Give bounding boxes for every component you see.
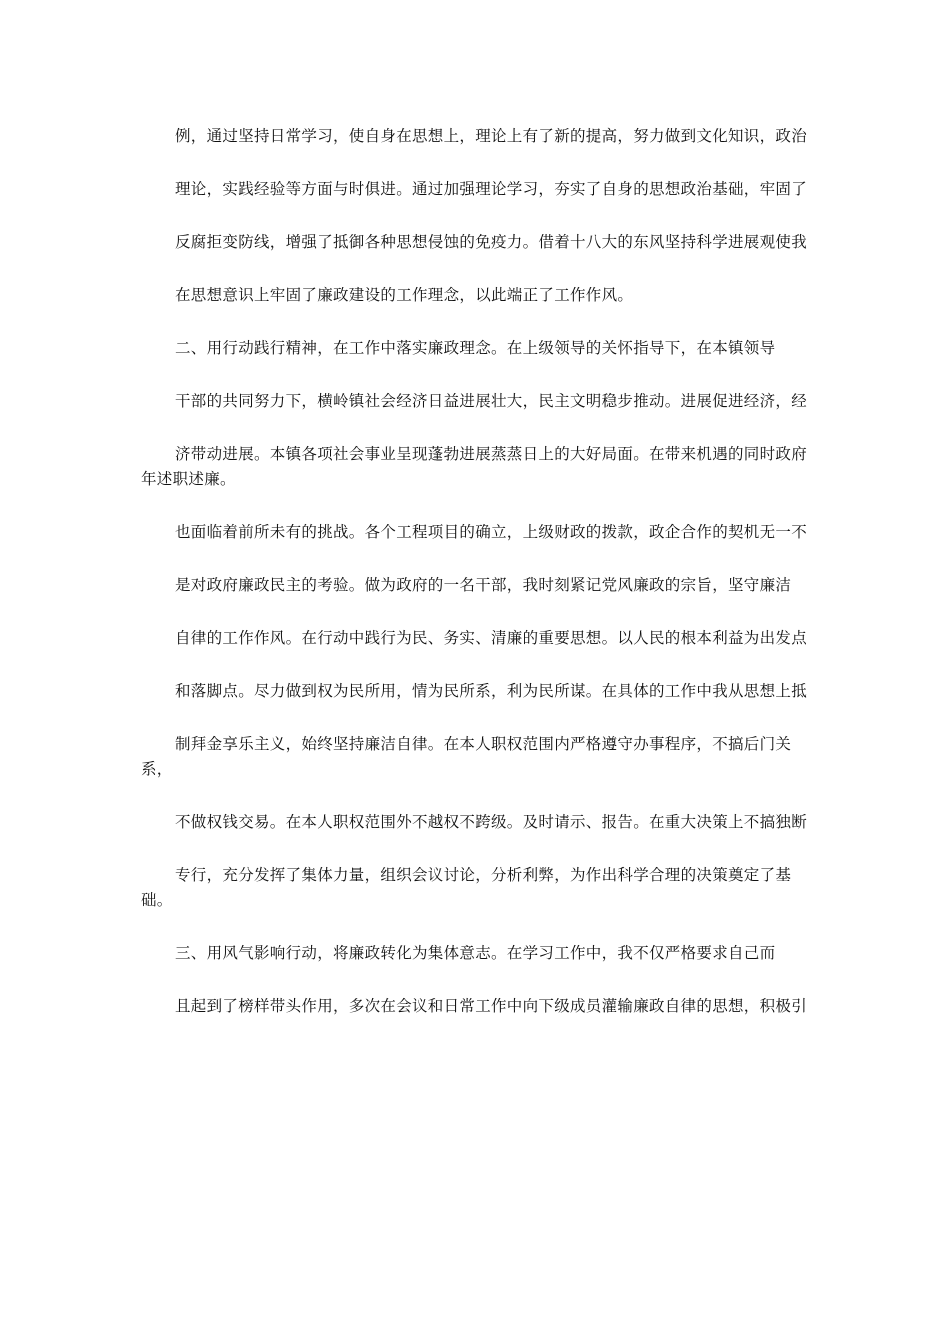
paragraph-8 (141, 520, 821, 545)
paragraph-text-wrap: 上抵 (775, 682, 808, 700)
paragraph-text-wrap: 政府年述职述廉。 (141, 445, 808, 488)
paragraph-10 (141, 626, 821, 651)
paragraph-14 (141, 863, 821, 913)
paragraph-12 (141, 732, 821, 782)
paragraph-text-wrap: 廉洁 (759, 576, 792, 594)
paragraph-text: 在思想意识上牢固了廉政建设的工作理念，以此端正了工作作风。 (175, 286, 634, 304)
paragraph-text: 干部的共同努力下，横岭镇社会经济日益进展壮大，民主文明稳步推动。进展促进经济， (175, 392, 792, 410)
paragraph-text-wrap: 一不 (775, 523, 808, 541)
paragraph-text-wrap: 政治 (775, 127, 808, 145)
paragraph-text: 和落脚点。尽力做到权为民所用，情为民所系，利为民所谋。在具体的工作中我从思想 (175, 682, 776, 700)
paragraph-text-wrap: 基础。 (141, 866, 792, 909)
paragraph-16 (141, 994, 821, 1019)
paragraph-2 (141, 177, 821, 202)
paragraph-text: 反腐拒变防线，增强了抵御各种思想侵蚀的免疫力。借着十八大的东风坚持科学进展观 (175, 233, 776, 251)
document-body (141, 124, 821, 1047)
paragraph-text: 二、用行动践行精神，在工作中落实廉政理念。在上级领导的关怀指导下，在本镇领导 (175, 339, 776, 357)
paragraph-text: 专行，充分发挥了集体力量，组织会议讨论，分析利弊，为作出科学合理的决策奠定了 (175, 866, 776, 884)
paragraph-text-wrap: 极引 (775, 997, 808, 1015)
paragraph-3 (141, 230, 821, 255)
paragraph-text: 理论，实践经验等方面与时俱进。通过加强理论学习，夯实了自身的思想政治基础，牢 (175, 180, 776, 198)
paragraph-text: 济带动进展。本镇各项社会事业呈现蓬勃进展蒸蒸日上的大好局面。在带来机遇的同时 (175, 445, 776, 463)
paragraph-text-wrap: 经 (791, 392, 808, 410)
paragraph-text: 自律的工作作风。在行动中践行为民、务实、清廉的重要思想。以人民的根本利益为出 (175, 629, 776, 647)
paragraph-9 (141, 573, 821, 598)
paragraph-text: 是对政府廉政民主的考验。做为政府的一名干部，我时刻紧记党风廉政的宗旨，坚守 (175, 576, 760, 594)
paragraph-6 (141, 389, 821, 414)
paragraph-13 (141, 810, 821, 835)
paragraph-text: 不做权钱交易。在本人职权范围外不越权不跨级。及时请示、报告。在重大决策上不搞 (175, 813, 776, 831)
paragraph-11 (141, 679, 821, 704)
paragraph-text: 例，通过坚持日常学习，使自身在思想上，理论上有了新的提高，努力做到文化知识， (175, 127, 776, 145)
paragraph-15 (141, 941, 821, 966)
paragraph-text: 也面临着前所未有的挑战。各个工程项目的确立，上级财政的拨款，政企合作的契机无 (175, 523, 776, 541)
paragraph-text-wrap: 发点 (775, 629, 808, 647)
paragraph-text-wrap: 关系， (141, 735, 792, 778)
paragraph-text: 且起到了榜样带头作用，多次在会议和日常工作中向下级成员灌输廉政自律的思想，积 (175, 997, 776, 1015)
paragraph-text: 制拜金享乐主义，始终坚持廉洁自律。在本人职权范围内严格遵守办事程序，不搞后门 (175, 735, 776, 753)
paragraph-text: 三、用风气影响行动，将廉政转化为集体意志。在学习工作中，我不仅严格要求自己而 (175, 944, 776, 962)
paragraph-1 (141, 124, 821, 149)
paragraph-5 (141, 336, 821, 361)
paragraph-text-wrap: 独断 (775, 813, 808, 831)
paragraph-7 (141, 442, 821, 492)
paragraph-text-wrap: 使我 (775, 233, 808, 251)
paragraph-4 (141, 283, 821, 308)
paragraph-text-wrap: 固了 (775, 180, 808, 198)
